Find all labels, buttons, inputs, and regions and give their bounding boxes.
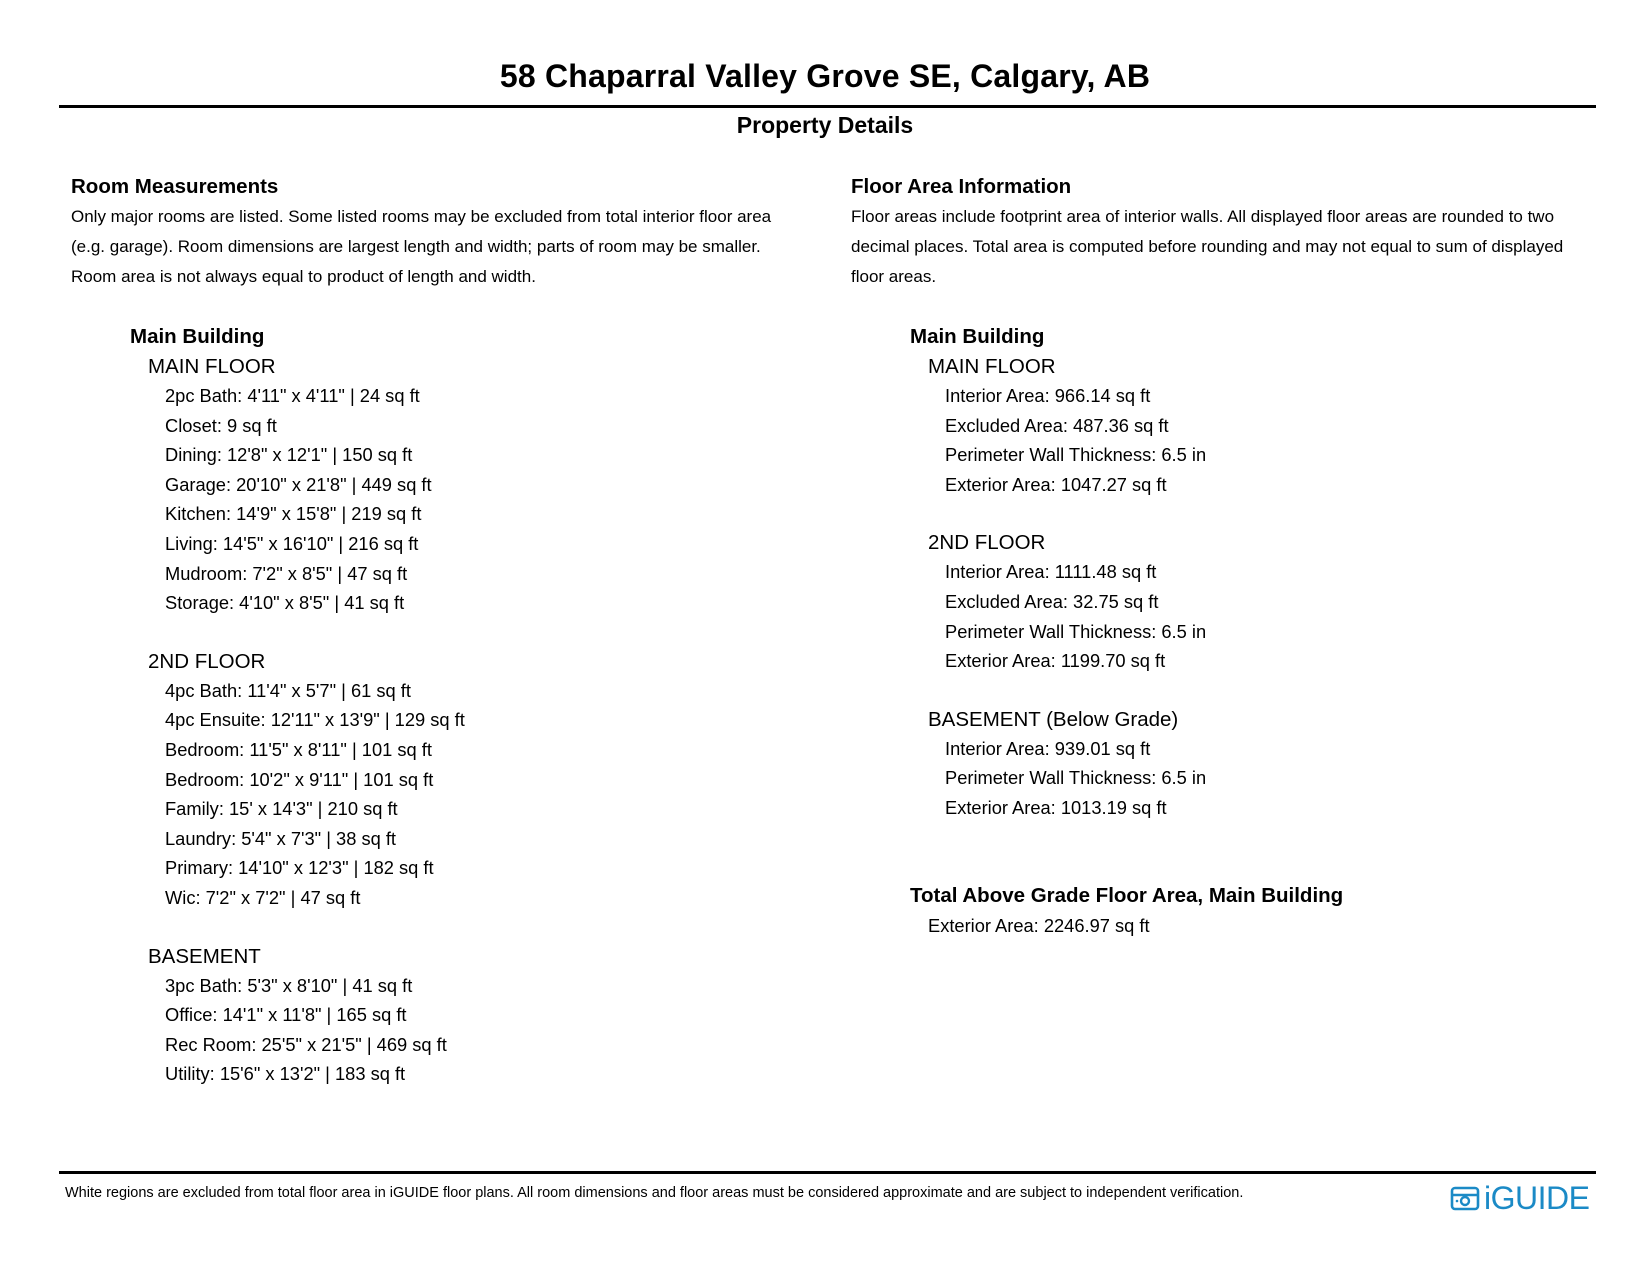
header-divider [59,105,1596,108]
total-exterior-area: Exterior Area: 2246.97 sq ft [928,914,1150,936]
floor-heading-basement: BASEMENT [148,944,261,968]
description-line: decimal places. Total area is computed before rounding and may not equal to sum of displayed [851,237,1564,256]
description-line: floor areas. [851,267,937,286]
page-title: 58 Chaparral Valley Grove SE, Calgary, AB [499,58,1151,94]
description-line: Only major rooms are listed. Some listed rooms may be excluded from total interior floor area [71,207,772,226]
room-item: Storage: 4'10" x 8'5" | 41 sq ft [165,592,405,614]
area-item: Exterior Area: 1199.70 sq ft [945,650,1166,672]
room-measurements-description [71,202,811,292]
room-item: Kitchen: 14'9" x 15'8" | 219 sq ft [165,503,422,525]
room-item: Laundry: 5'4" x 7'3" | 38 sq ft [165,827,397,849]
room-item: 2pc Bath: 4'11" x 4'11" | 24 sq ft [165,385,420,406]
area-item: Perimeter Wall Thickness: 6.5 in [945,767,1207,789]
area-item: Excluded Area: 487.36 sq ft [945,414,1169,436]
area-item: Interior Area: 966.14 sq ft [945,385,1151,406]
area-item: Perimeter Wall Thickness: 6.5 in [945,620,1207,642]
floor-heading-2nd: 2ND FLOOR [148,649,266,673]
area-item: Exterior Area: 1047.27 sq ft [945,473,1167,495]
footer-divider [59,1171,1596,1174]
floor-heading-2nd: 2ND FLOOR [928,531,1046,555]
area-item: Exterior Area: 1013.19 sq ft [945,796,1167,818]
room-measurements-heading: Room Measurements [71,175,279,198]
floor-heading-main: MAIN FLOOR [148,355,276,378]
building-heading: Main Building [130,325,265,348]
room-item: Garage: 20'10" x 21'8" | 449 sq ft [165,473,432,495]
iguide-logo [1450,1180,1589,1216]
room-item: Family: 15' x 14'3" | 210 sq ft [165,798,398,820]
total-area-heading: Total Above Grade Floor Area, Main Building [910,883,1344,907]
description-line: Room area is not always equal to product of length and width. [71,267,536,286]
floor-area-section [851,172,1611,940]
room-item: Wic: 7'2" x 7'2" | 47 sq ft [165,886,361,908]
room-item: Living: 14'5" x 16'10" | 216 sq ft [165,532,419,554]
area-item: Perimeter Wall Thickness: 6.5 in [945,444,1207,466]
footer-disclaimer: White regions are excluded from total floor area in iGUIDE floor plans. All room dimensions and floor areas must be considered approximate and are subject to independent verification. [65,1185,1244,1201]
floor-heading-main: MAIN FLOOR [928,355,1056,378]
logo-text: iGUIDE [1484,1180,1590,1216]
floor-area-description [851,202,1611,292]
page-subtitle: Property Details [736,112,914,138]
room-measurements-section [71,172,811,1089]
room-item: Office: 14'1" x 11'8" | 165 sq ft [165,1004,407,1026]
description-line: (e.g. garage). Room dimensions are largest length and width; parts of room may be smaller. [71,237,761,256]
area-item: Excluded Area: 32.75 sq ft [945,590,1159,612]
building-heading: Main Building [910,325,1045,348]
room-item: 4pc Ensuite: 12'11" x 13'9" | 129 sq ft [165,709,465,731]
floor-area-heading: Floor Area Information [851,175,1072,198]
area-item: Interior Area: 1111.48 sq ft [945,561,1157,583]
room-item: Mudroom: 7'2" x 8'5" | 47 sq ft [165,562,408,584]
room-item: Rec Room: 25'5" x 21'5" | 469 sq ft [165,1033,447,1055]
camera-icon [1450,1184,1480,1212]
room-item: Primary: 14'10" x 12'3" | 182 sq ft [165,857,434,879]
floor-heading-basement: BASEMENT (Below Grade) [928,707,1179,731]
room-item: Dining: 12'8" x 12'1" | 150 sq ft [165,444,413,466]
area-item: Interior Area: 939.01 sq ft [945,737,1151,759]
room-item: Bedroom: 10'2" x 9'11" | 101 sq ft [165,768,434,790]
description-line: Floor areas include footprint area of interior walls. All displayed floor areas are rounded to two [851,207,1555,226]
room-item: 4pc Bath: 11'4" x 5'7" | 61 sq ft [165,679,411,701]
room-item: Closet: 9 sq ft [165,414,277,436]
room-item: Utility: 15'6" x 13'2" | 183 sq ft [165,1063,406,1085]
room-item: 3pc Bath: 5'3" x 8'10" | 41 sq ft [165,974,413,996]
room-item: Bedroom: 11'5" x 8'11" | 101 sq ft [165,738,432,760]
